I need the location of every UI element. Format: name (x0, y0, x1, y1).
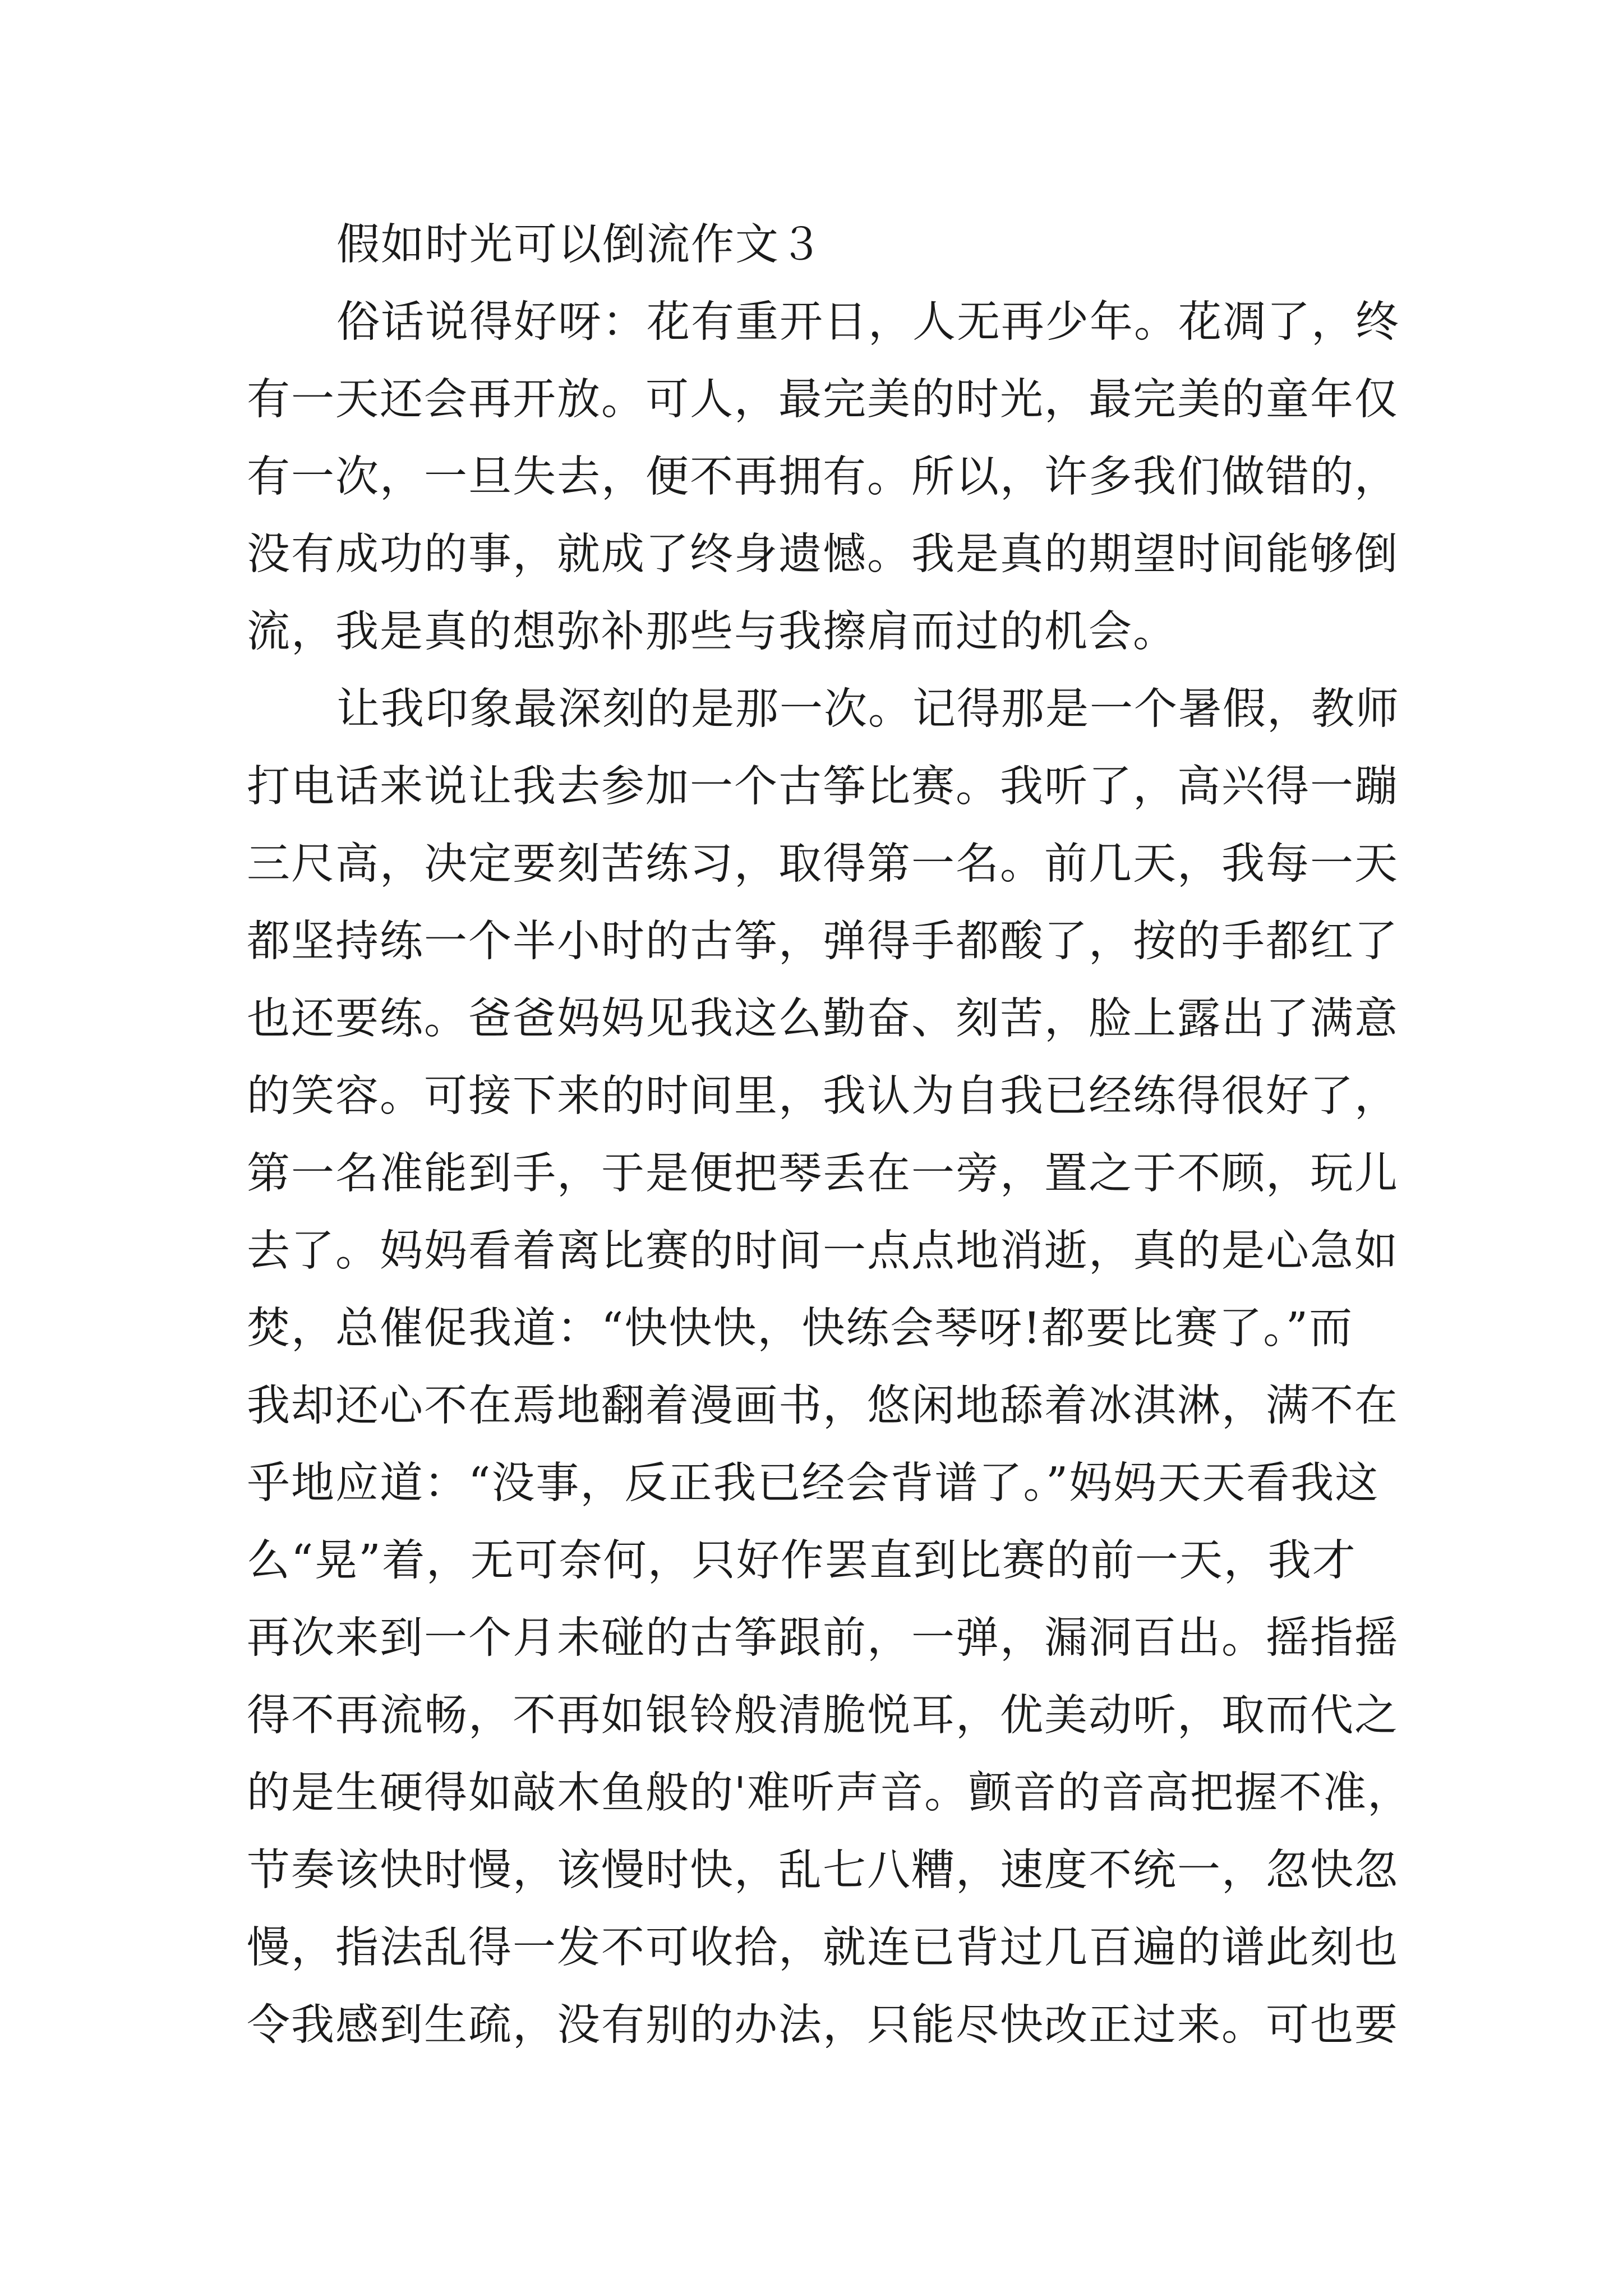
paragraph-2-line-6: 的笑容。可接下来的时间里，我认为自我已经练得很好了， (247, 1071, 1399, 1121)
paragraph-2-line-11: 乎地应道：“没事，反正我已经会背谱了。”妈妈天天看我这 (247, 1458, 1380, 1508)
paragraph-2-line-4: 都坚持练一个半小时的古筝，弹得手都酸了，按的手都红了 (247, 917, 1399, 967)
paragraph-1-line-1: 俗话说得好呀：花有重开日，人无再少年。花凋了，终 (336, 297, 1400, 347)
paragraph-2-line-18: 令我感到生疏，没有别的办法，只能尽快改正过来。可也要 (247, 2000, 1399, 2050)
paragraph-1-line-3: 有一次，一旦失去，便不再拥有。所以，许多我们做错的， (247, 452, 1399, 502)
paragraph-1-line-4: 没有成功的事，就成了终身遗憾。我是真的期望时间能够倒 (247, 530, 1399, 579)
paragraph-2-line-3: 三尺高，决定要刻苦练习，取得第一名。前几天，我每一天 (247, 839, 1399, 889)
paragraph-2-line-7: 第一名准能到手，于是便把琴丢在一旁，置之于不顾，玩儿 (247, 1149, 1399, 1199)
paragraph-2-line-1: 让我印象最深刻的是那一次。记得那是一个暑假，教师 (336, 684, 1400, 734)
paragraph-2-line-15: 的是生硬得如敲木鱼般的'难听声音。颤音的音高把握不准， (247, 1768, 1412, 1818)
paragraph-2-line-8: 去了。妈妈看着离比赛的时间一点点地消逝，真的是心急如 (247, 1226, 1399, 1276)
document-body (247, 206, 1412, 2064)
paragraph-2-line-13: 再次来到一个月未碰的古筝跟前，一弹，漏洞百出。摇指摇 (247, 1613, 1399, 1663)
paragraph-2-line-10: 我却还心不在焉地翻着漫画书，悠闲地舔着冰淇淋，满不在 (247, 1381, 1399, 1431)
paragraph-2-line-5: 也还要练。爸爸妈妈见我这么勤奋、刻苦，脸上露出了满意 (247, 994, 1399, 1044)
paragraph-2-line-16: 节奏该快时慢，该慢时快，乱七八糟，速度不统一，忽快忽 (247, 1846, 1399, 1895)
paragraph-2-line-14: 得不再流畅，不再如银铃般清脆悦耳，优美动听，取而代之 (247, 1691, 1399, 1741)
paragraph-1-line-5: 流，我是真的想弥补那些与我擦肩而过的机会。 (247, 607, 1177, 657)
paragraph-2-line-9: 焚，总催促我道：“快快快，快练会琴呀!都要比赛了。”而 (247, 1304, 1354, 1354)
paragraph-2-line-12: 么“晃”着，无可奈何，只好作罢直到比赛的前一天，我才 (247, 1536, 1357, 1586)
essay-title: 假如时光可以倒流作文３ (336, 220, 824, 270)
paragraph-2-line-2: 打电话来说让我去参加一个古筝比赛。我听了，高兴得一蹦 (247, 762, 1399, 812)
paragraph-1-line-2: 有一天还会再开放。可人，最完美的时光，最完美的童年仅 (247, 375, 1399, 425)
paragraph-2-line-17: 慢，指法乱得一发不可收拾，就连已背过几百遍的谱此刻也 (247, 1923, 1399, 1973)
